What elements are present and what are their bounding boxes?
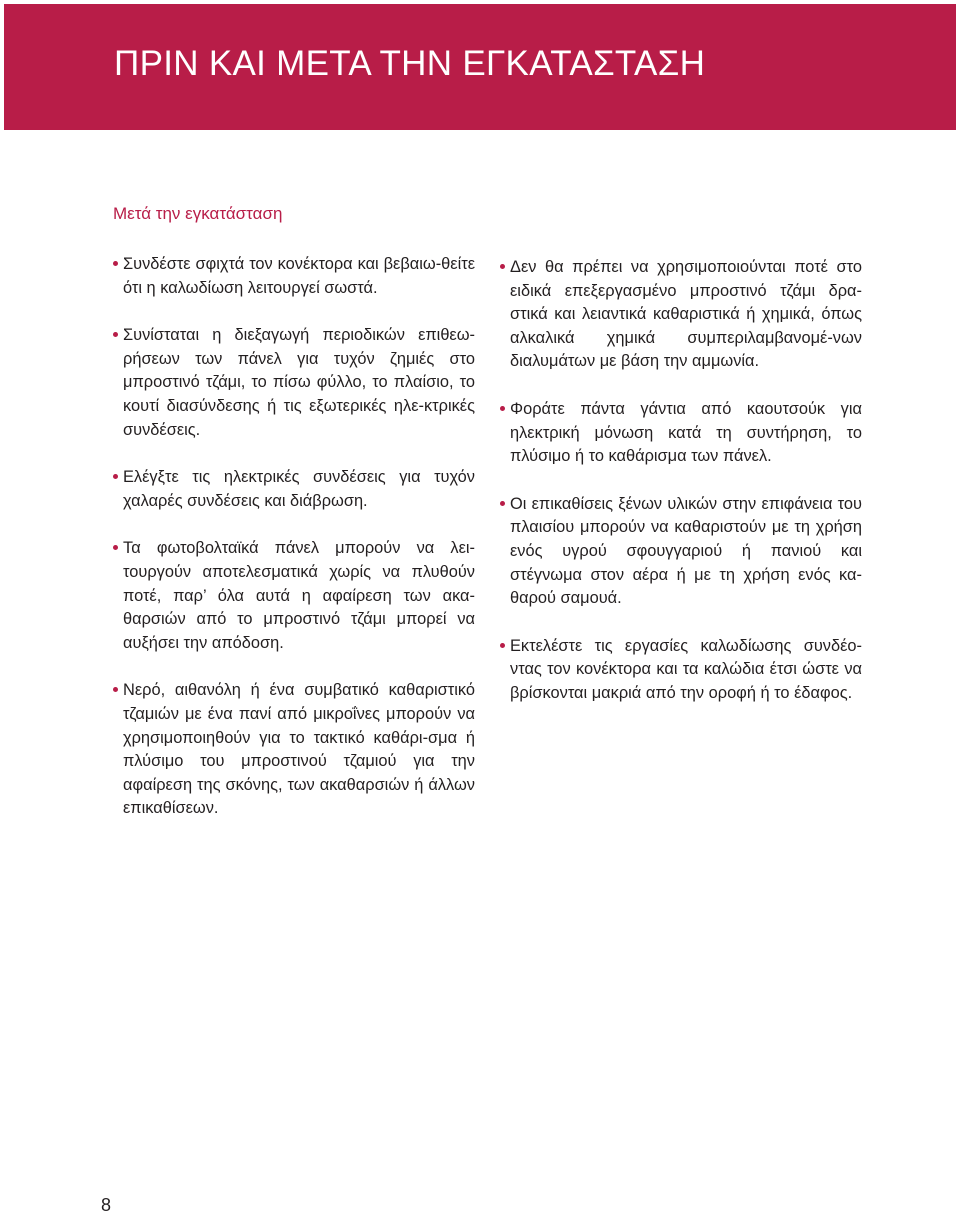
list-item xyxy=(113,253,475,300)
left-column-list xyxy=(113,253,475,845)
list-item xyxy=(500,398,862,469)
right-column-list xyxy=(500,256,862,730)
list-item-text: Δεν θα πρέπει να χρησιμοποιούνται ποτέ στο ειδικά επεξεργασμένο μπροστινό τζάμι δρα-στικά και λειαντικά καθαριστικά ή χημικά, όπως αλκαλικά χημικά συμπεριλαμβανομέ-νων διαλυμάτων με βάση την αμμωνία. xyxy=(510,258,862,371)
page-title: ΠΡΙΝ ΚΑΙ ΜΕΤΑ ΤΗΝ ΕΓΚΑΤΑΣΤΑΣΗ xyxy=(114,44,706,83)
section-heading: Μετά την εγκατάσταση xyxy=(113,204,283,223)
list-item-text: Εκτελέστε τις εργασίες καλωδίωσης συνδέο-ντας τον κονέκτορα και τα καλώδια έτσι ώστε να βρίσκονται μακριά από την οροφή ή το έδαφος. xyxy=(510,636,862,702)
bullet-icon xyxy=(500,643,505,648)
bullet-icon xyxy=(113,261,118,266)
list-item xyxy=(113,679,475,821)
bullet-icon xyxy=(500,406,505,411)
bullet-icon xyxy=(113,332,118,337)
list-item xyxy=(113,466,475,513)
list-item-text: Συνίσταται η διεξαγωγή περιοδικών επιθεω-ρήσεων των πάνελ για τυχόν ζημιές στο μπροστινό τζάμι, το πίσω φύλλο, το πλαίσιο, το κουτί διασύνδεσης ή τις εξωτερικές ηλε-κτρικές συνδέσεις. xyxy=(123,326,475,439)
bullet-icon xyxy=(500,264,505,269)
list-item-text: Φοράτε πάντα γάντια από καουτσούκ για ηλεκτρική μόνωση κατά τη συντήρηση, το πλύσιμο ή το καθάρισμα των πάνελ. xyxy=(510,399,862,466)
list-item xyxy=(113,324,475,442)
bullet-icon xyxy=(500,501,505,506)
bullet-icon xyxy=(113,474,118,479)
header-band xyxy=(4,4,956,130)
list-item xyxy=(500,493,862,611)
list-item xyxy=(500,256,862,374)
list-item-text: Τα φωτοβολταϊκά πάνελ μπορούν να λει-τουργούν αποτελεσματικά χωρίς να πλυθούν ποτέ, παρ’ όλα αυτά η αφαίρεση των ακα-θαρσιών από το μπροστινό τζάμι μπορεί να αυξήσει την απόδοση. xyxy=(123,539,475,652)
list-item-text: Οι επικαθίσεις ξένων υλικών στην επιφάνεια του πλαισίου μπορούν να καθαριστούν με τη χρήση ενός υγρού σφουγγαριού ή πανιού και στέγνωμα στον αέρα ή με τη χρήση ενός κα-θαρού σαμουά. xyxy=(510,494,862,608)
list-item-text: Ελέγξτε τις ηλεκτρικές συνδέσεις για τυχόν χαλαρές συνδέσεις και διάβρωση. xyxy=(123,468,475,510)
bullet-icon xyxy=(113,687,118,692)
page-number: 8 xyxy=(101,1195,112,1215)
list-item xyxy=(113,537,475,655)
list-item xyxy=(500,635,862,706)
bullet-icon xyxy=(113,545,118,550)
list-item-text: Νερό, αιθανόλη ή ένα συμβατικό καθαριστικό τζαμιών με ένα πανί από μικροΐνες μπορούν να χρησιμοποιηθούν για το τακτικό καθάρι-σμα ή πλύσιμο του μπροστινού τζαμιού για την αφαίρεση της σκόνης, των ακαθαρσιών ή άλλων επικαθίσεων. xyxy=(123,681,475,818)
list-item-text: Συνδέστε σφιχτά τον κονέκτορα και βεβαιω-θείτε ότι η καλωδίωση λειτουργεί σωστά. xyxy=(123,255,475,297)
